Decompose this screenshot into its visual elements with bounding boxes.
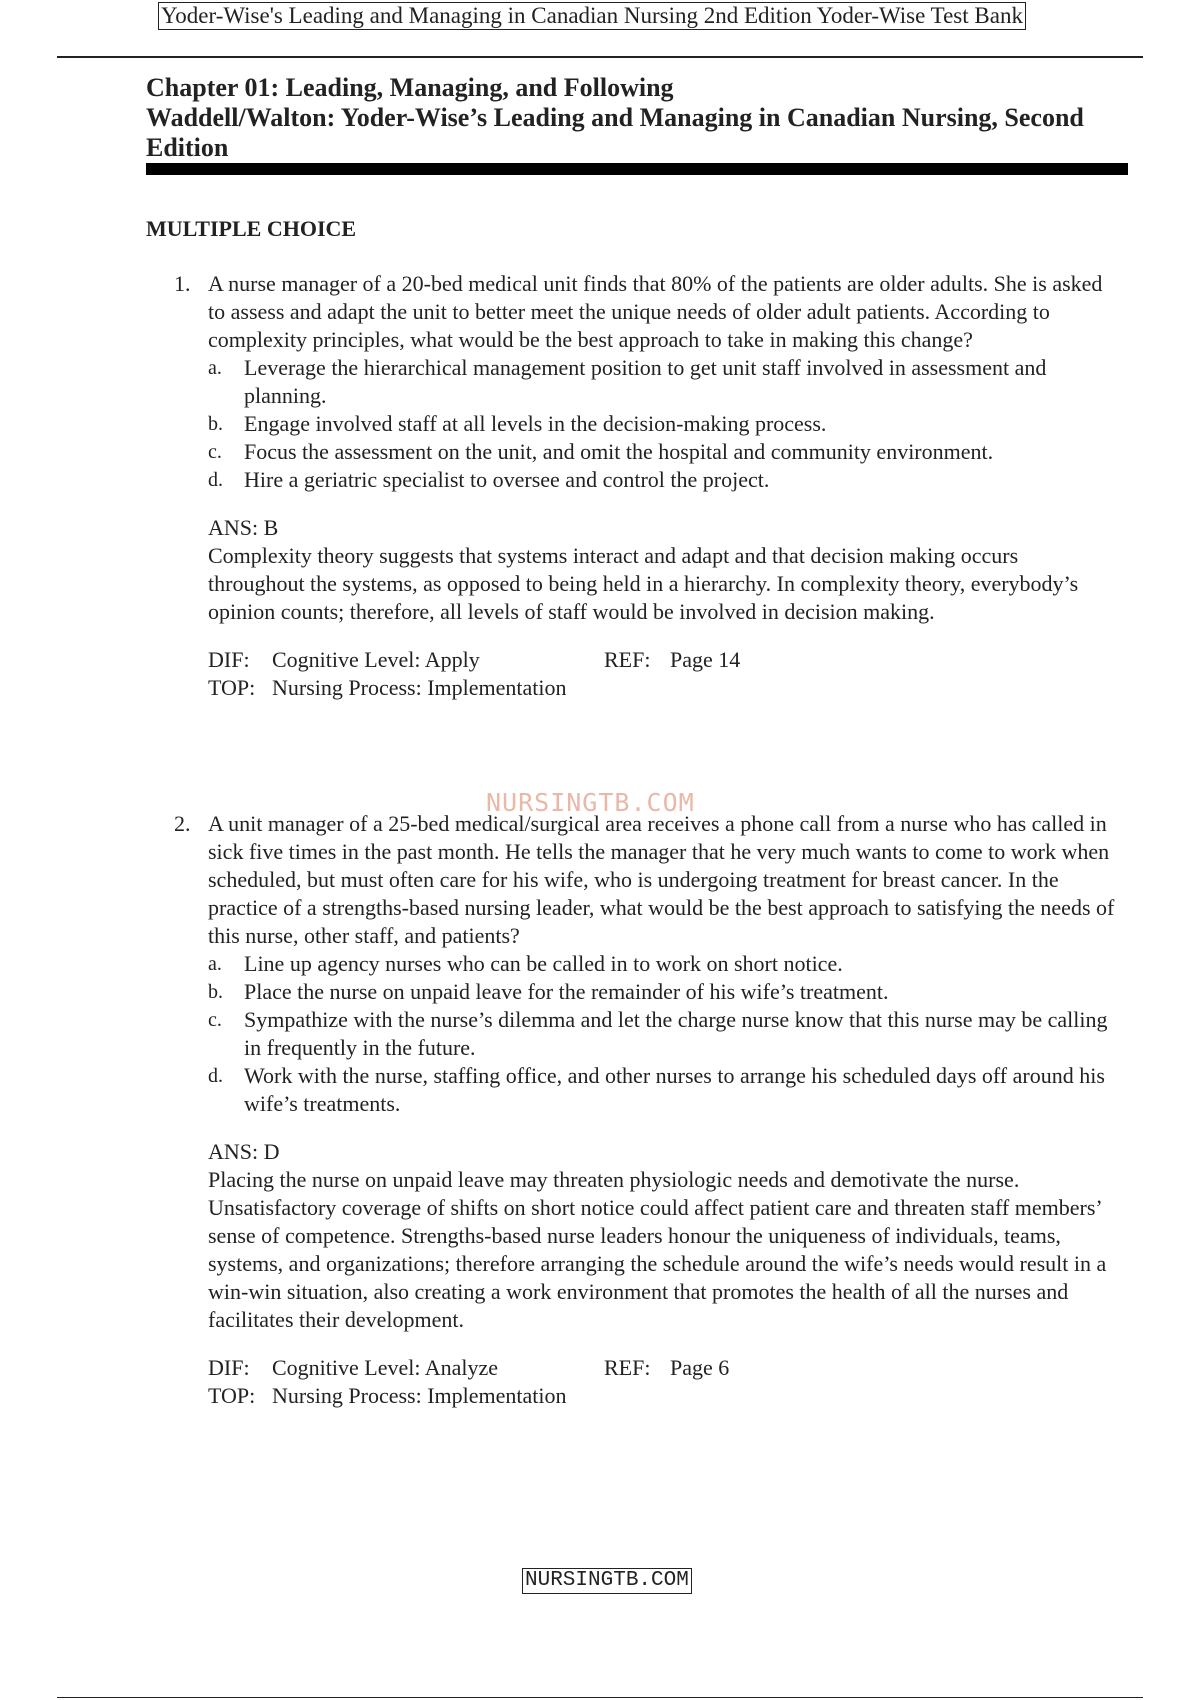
ref-value: Page 6: [670, 1355, 730, 1380]
footer-site-tag: NURSINGTB.COM: [522, 1568, 692, 1594]
question-metadata: [146, 1354, 1116, 1410]
ref-label: REF:: [604, 647, 651, 672]
option-letter: a.: [208, 357, 222, 379]
watermark: NURSINGTB.COM: [486, 788, 695, 817]
option-d: [146, 1062, 1116, 1118]
ref-value: Page 14: [670, 647, 741, 672]
option-letter: d.: [208, 1065, 223, 1087]
option-letter: b.: [208, 981, 223, 1003]
top-label: TOP:: [208, 675, 256, 700]
ref-label: REF:: [604, 1355, 651, 1380]
rationale: Placing the nurse on unpaid leave may threaten physiologic needs and demotivate the nurse. Unsatisfactory coverage of shifts on short notice could affect patient care and threaten staff members’ sense of competence. Strengths-based nurse leaders honour the uniqueness of individuals, teams, systems, and organizations; therefore arranging the schedule around the wife’s needs would result in a win-win situation, also creating a work environment that promotes the health of all the nurses and facilitates their development.: [208, 1167, 1107, 1332]
chapter-heading: [146, 73, 1126, 163]
option-c: [146, 1006, 1116, 1062]
option-text: Line up agency nurses who can be called in to work on short notice.: [244, 951, 843, 976]
question-1: [146, 270, 1116, 702]
option-letter: a.: [208, 953, 222, 975]
top-value: Nursing Process: Implementation: [272, 675, 567, 700]
question-2: [146, 810, 1116, 1410]
top-value: Nursing Process: Implementation: [272, 1383, 567, 1408]
option-text: Place the nurse on unpaid leave for the remainder of his wife’s treatment.: [244, 979, 889, 1004]
top-label: TOP:: [208, 1383, 256, 1408]
section-label: MULTIPLE CHOICE: [146, 216, 357, 241]
rationale: Complexity theory suggests that systems interact and adapt and that decision making occurs throughout the systems, as opposed to being held in a hierarchy. In complexity theory, everybody’s opinion counts; therefore, all levels of staff would be involved in decision making.: [208, 543, 1079, 624]
option-text: Leverage the hierarchical management position to get unit staff involved in assessment and planning.: [244, 355, 1047, 408]
book-title: Waddell/Walton: Yoder-Wise’s Leading and Managing in Canadian Nursing, Second Edition: [146, 103, 1084, 162]
question-stem: [146, 810, 1116, 950]
option-text: Engage involved staff at all levels in the decision-making process.: [244, 411, 827, 436]
dif-value: Cognitive Level: Apply: [272, 647, 480, 672]
option-text: Work with the nurse, staffing office, and other nurses to arrange his scheduled days off around his wife’s treatments.: [244, 1063, 1105, 1116]
question-metadata: [146, 646, 1116, 702]
option-text: Hire a geriatric specialist to oversee and control the project.: [244, 467, 770, 492]
option-letter: c.: [208, 441, 222, 463]
option-list: [146, 354, 1116, 494]
question-text: A unit manager of a 25-bed medical/surgical area receives a phone call from a nurse who has called in sick five times in the past month. He tells the manager that he very much wants to come to work when scheduled, but must often care for his wife, who is undergoing treatment for breast cancer. In the practice of a strengths-based nursing leader, what would be the best approach to satisfying the needs of this nurse, other staff, and patients?: [208, 811, 1115, 948]
question-number: 1.: [174, 271, 191, 296]
option-d: [146, 466, 1116, 494]
heading-divider: [146, 163, 1128, 175]
question-text: A nurse manager of a 20-bed medical unit finds that 80% of the patients are older adults. She is asked to assess and adapt the unit to better meet the unique needs of older adult patients. According to complexity principles, what would be the best approach to take in making this change?: [208, 271, 1103, 352]
footer-rule: [57, 1697, 1143, 1698]
option-text: Sympathize with the nurse’s dilemma and let the charge nurse know that this nurse may be calling in frequently in the future.: [244, 1007, 1108, 1060]
option-b: [146, 410, 1116, 438]
question-stem: [146, 270, 1116, 354]
option-c: [146, 438, 1116, 466]
dif-value: Cognitive Level: Analyze: [272, 1355, 499, 1380]
answer-key: ANS: B: [208, 515, 279, 540]
chapter-title: Chapter 01: Leading, Managing, and Following: [146, 73, 674, 102]
option-b: [146, 978, 1116, 1006]
option-letter: c.: [208, 1009, 222, 1031]
option-letter: b.: [208, 413, 223, 435]
option-text: Focus the assessment on the unit, and omit the hospital and community environment.: [244, 439, 994, 464]
question-number: 2.: [174, 811, 191, 836]
header-rule: [57, 56, 1143, 58]
option-letter: d.: [208, 469, 223, 491]
test-bank-banner: Yoder-Wise's Leading and Managing in Canadian Nursing 2nd Edition Yoder-Wise Test Bank: [158, 2, 1026, 30]
dif-label: DIF:: [208, 647, 250, 672]
option-list: [146, 950, 1116, 1118]
option-a: [146, 950, 1116, 978]
option-a: [146, 354, 1116, 410]
answer-key: ANS: D: [208, 1139, 280, 1164]
dif-label: DIF:: [208, 1355, 250, 1380]
